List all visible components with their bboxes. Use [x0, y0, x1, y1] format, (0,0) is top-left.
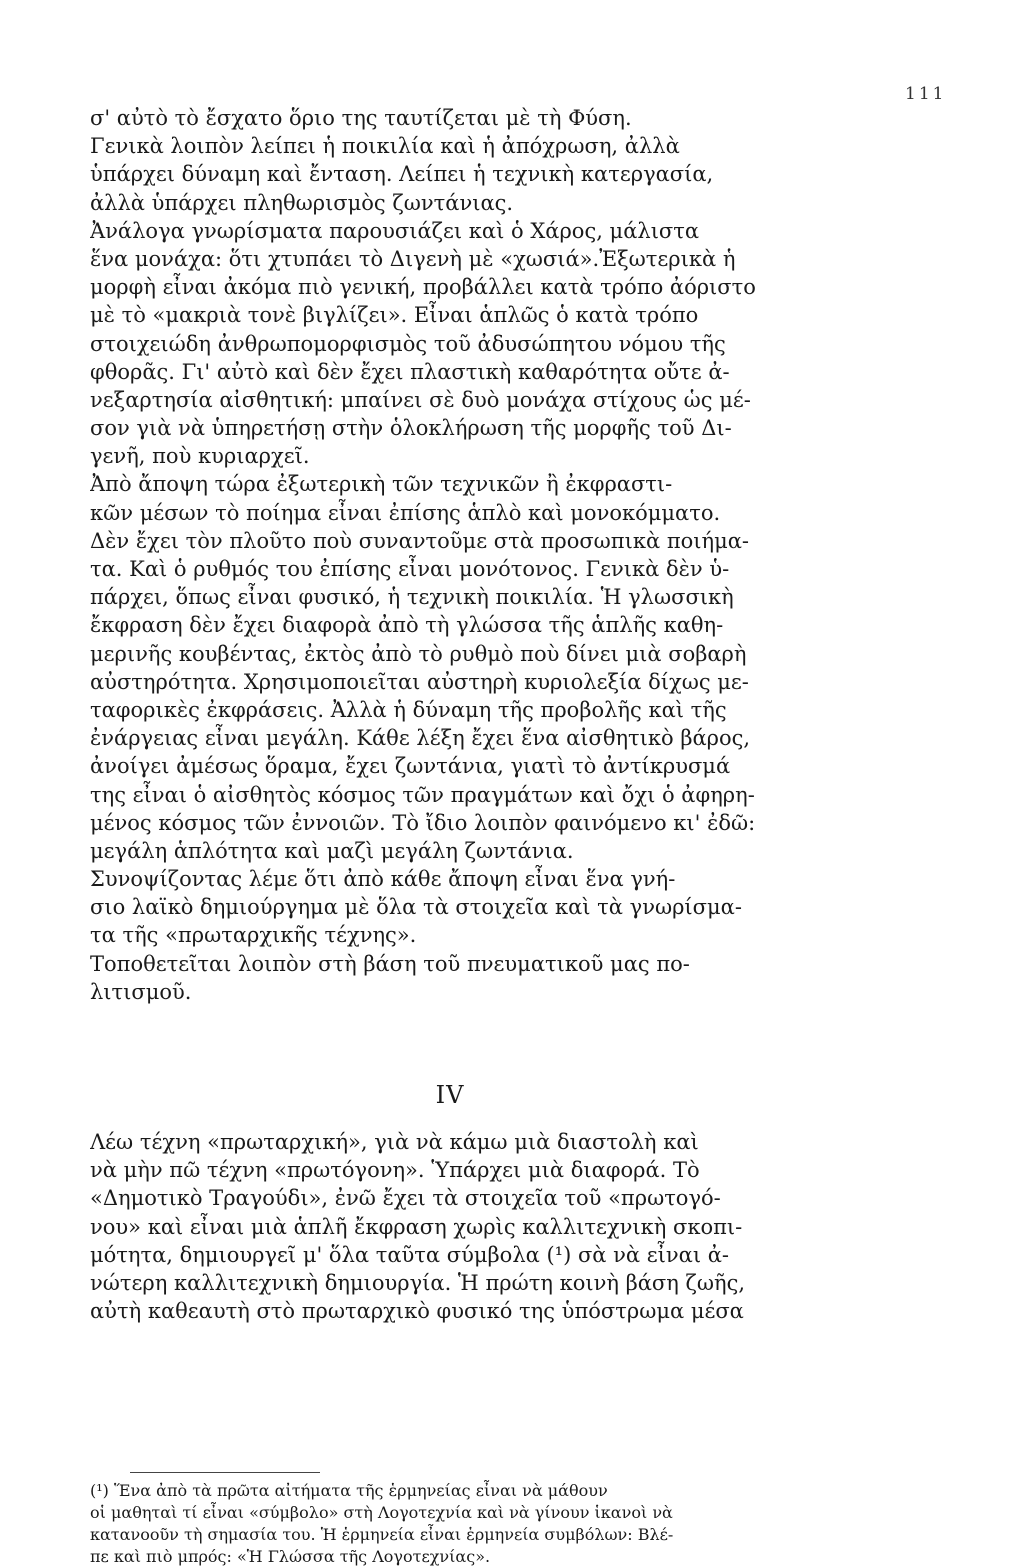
text-line: λιτισμοῦ. — [90, 979, 192, 1004]
text-line: Δὲν ἔχει τὸν πλοῦτο ποὺ συναντοῦμε στὰ προσωπικὰ ποιήμα- — [90, 528, 750, 553]
text-line: αὐτὴ καθεαυτὴ στὸ πρωταρχικὸ φυσικό της ὑπόστρωμα μέσα — [90, 1299, 744, 1324]
text-line: Γενικὰ λοιπὸν λείπει ἡ ποικιλία καὶ ἡ ἀπόχρωση, ἀλλὰ — [90, 134, 680, 159]
text-line: Λέω τέχνη «πρωταρχική», γιὰ νὰ κάμω μιὰ διαστολὴ καὶ — [90, 1130, 699, 1154]
text-line: «Δημοτικὸ Τραγούδι», ἐνῶ ἔχει τὰ στοιχεῖα τοῦ «πρωτογό- — [90, 1186, 721, 1211]
body-text-top — [90, 104, 828, 1006]
text-line: ταφορικὲς ἐκφράσεις. Ἀλλὰ ἡ δύναμη τῆς προβολῆς καὶ τῆς — [90, 697, 727, 722]
text-line: γενῆ, ποὺ κυριαρχεῖ. — [90, 444, 310, 469]
text-line: κῶν μέσων τὸ ποίημα εἶναι ἐπίσης ἁπλὸ καὶ μονοκόμματο. — [90, 500, 721, 525]
footnote-line: πε καὶ πιὸ μπρός: «Ἡ Γλώσσα τῆς Λογοτεχνίας». — [90, 1547, 491, 1566]
footnote-line: (¹) Ἕνα ἀπὸ τὰ πρῶτα αἰτήματα τῆς ἑρμηνείας εἶναι νὰ μάθουν — [90, 1481, 608, 1500]
text-line: ἔκφραση δὲν ἔχει διαφορὰ ἀπὸ τὴ γλώσσα τῆς ἁπλῆς καθη- — [90, 613, 724, 638]
text-line: Συνοψίζοντας λέμε ὅτι ἀπὸ κάθε ἄποψη εἶναι ἕνα γνή- — [90, 867, 676, 892]
text-line: τα. Καὶ ὁ ρυθμός του ἐπίσης εἶναι μονότονος. Γενικὰ δὲν ὑ- — [90, 557, 730, 581]
footnote-line: κατανοοῦν τὴ σημασία του. Ἡ ἑρμηνεία εἶναι ἑρμηνεία συμβόλων: Βλέ- — [90, 1525, 674, 1544]
text-line: φθορᾶς. Γι' αὐτὸ καὶ δὲν ἔχει πλαστικὴ καθαρότητα οὔτε ἀ- — [90, 359, 730, 384]
text-line: ὑπάρχει δύναμη καὶ ἔνταση. Λείπει ἡ τεχνικὴ κατεργασία, — [90, 162, 714, 187]
text-line: σιο λαϊκὸ δημιούργημα μὲ ὅλα τὰ στοιχεῖα καὶ τὰ γνωρίσμα- — [90, 895, 742, 920]
text-line: μορφὴ εἶναι ἀκόμα πιὸ γενική, προβάλλει κατὰ τρόπο ἀόριστο — [90, 275, 756, 300]
page-number: 111 — [905, 84, 947, 104]
text-line: πάρχει, ὅπως εἶναι φυσικό, ἡ τεχνικὴ ποικιλία. Ἡ γλωσσικὴ — [90, 585, 734, 610]
section-heading: IV — [435, 1081, 465, 1109]
text-line: νου» καὶ εἶναι μιὰ ἁπλῆ ἔκφραση χωρὶς καλλιτεχνικὴ σκοπι- — [90, 1214, 743, 1239]
text-line: σον γιὰ νὰ ὑπηρετήσῃ στὴν ὁλοκλήρωση τῆς μορφῆς τοῦ Δι- — [90, 416, 732, 441]
text-line: Ἀνάλογα γνωρίσματα παρουσιάζει καὶ ὁ Χάρος, μάλιστα — [90, 218, 700, 243]
text-line: της εἶναι ὁ αἰσθητὸς κόσμος τῶν πραγμάτων καὶ ὄχι ὁ ἀφηρη- — [90, 782, 755, 807]
text-line: τα τῆς «πρωταρχικῆς τέχνης». — [90, 923, 417, 948]
text-line: σ' αὐτὸ τὸ ἔσχατο ὅριο της ταυτίζεται μὲ τὴ Φύση. — [90, 106, 632, 130]
text-line: ἀνοίγει ἀμέσως ὅραμα, ἔχει ζωντάνια, γιατὶ τὸ ἀντίκρυσμά — [90, 754, 731, 779]
text-line: νὰ μὴν πῶ τέχνη «πρωτόγονη». Ὑπάρχει μιὰ διαφορά. Τὸ — [90, 1158, 700, 1183]
text-line: νώτερη καλλιτεχνικὴ δημιουργία. Ἡ πρώτη κοινὴ βάση ζωῆς, — [90, 1270, 746, 1295]
text-line: μένος κόσμος τῶν ἐννοιῶν. Τὸ ἴδιο λοιπὸν φαινόμενο κι' ἐδῶ: — [90, 810, 756, 835]
text-line: Τοποθετεῖται λοιπὸν στὴ βάση τοῦ πνευματικοῦ μας πο- — [90, 951, 690, 976]
text-line: μότητα, δημιουργεῖ μ' ὅλα ταῦτα σύμβολα (¹) σὰ νὰ εἶναι ἀ- — [90, 1242, 730, 1267]
text-line: ἕνα μονάχα: ὅτι χτυπάει τὸ Διγενὴ μὲ «χωσιά».Ἐξωτερικὰ ἡ — [90, 246, 736, 271]
body-text-bottom — [90, 1128, 828, 1325]
text-line: Ἀπὸ ἄποψη τώρα ἐξωτερικὴ τῶν τεχνικῶν ἢ ἐκφραστι- — [90, 472, 673, 497]
text-line: ἐνάργειας εἶναι μεγάλη. Κάθε λέξη ἔχει ἕνα αἰσθητικὸ βάρος, — [90, 726, 751, 751]
footnote — [90, 1480, 828, 1568]
text-line: ἀλλὰ ὑπάρχει πληθωρισμὸς ζωντάνιας. — [90, 190, 514, 215]
text-line: μὲ τὸ «μακριὰ τονὲ βιγλίζει». Εἶναι ἁπλῶς ὁ κατὰ τρόπο — [90, 303, 699, 328]
text-line: μεγάλη ἁπλότητα καὶ μαζὶ μεγάλη ζωντάνια. — [90, 838, 574, 863]
text-line: μερινῆς κουβέντας, ἐκτὸς ἀπὸ τὸ ρυθμὸ ποὺ δίνει μιὰ σοβαρὴ — [90, 641, 747, 666]
footnote-line: οἱ μαθηταὶ τί εἶναι «σύμβολο» στὴ Λογοτεχνία καὶ νὰ γίνουν ἱκανοὶ νὰ — [90, 1503, 673, 1522]
footnote-rule — [130, 1472, 320, 1473]
text-line: αὐστηρότητα. Χρησιμοποιεῖται αὐστηρὴ κυριολεξία δίχως με- — [90, 669, 749, 694]
text-line: νεξαρτησία αἰσθητική: μπαίνει σὲ δυὸ μονάχα στίχους ὡς μέ- — [90, 387, 751, 412]
text-line: στοιχειώδη ἀνθρωπομορφισμὸς τοῦ ἀδυσώπητου νόμου τῆς — [90, 331, 726, 356]
